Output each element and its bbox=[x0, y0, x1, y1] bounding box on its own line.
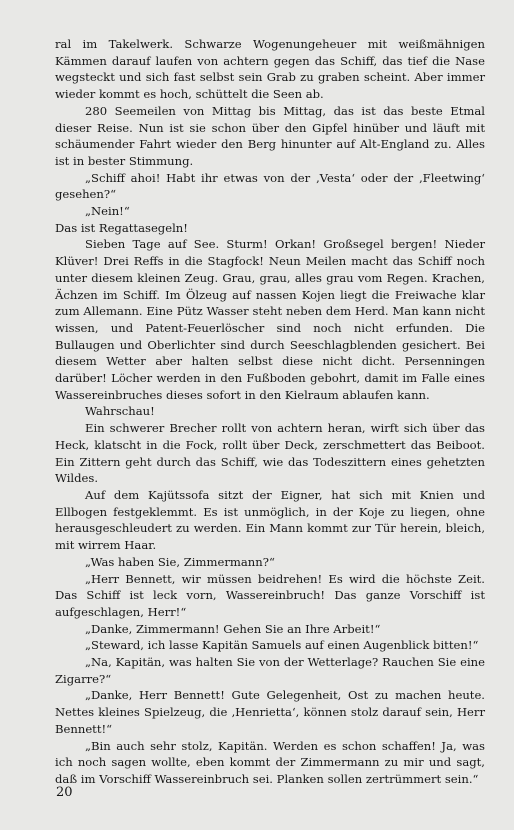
paragraph: Ein schwerer Brecher rollt von achtern heran, wirft sich über das Heck, klatscht in die Fock, rollt über Deck, zerschmettert das Beiboot. Ein Zittern geht durch das Schiff, wie das Todeszittern eines gehetzten Wildes. bbox=[55, 421, 485, 486]
paragraph: „Danke, Zimmermann! Gehen Sie an Ihre Arbeit!“ bbox=[85, 621, 381, 636]
body-text bbox=[55, 36, 485, 788]
paragraph: „Na, Kapitän, was halten Sie von der Wetterlage? Rauchen Sie eine Zigarre?“ bbox=[55, 655, 485, 686]
paragraph: „Bin auch sehr stolz, Kapitän. Werden es schon schaffen! Ja, was ich noch sagen wollte, eben kommt der Zimmermann zu mir und sagt, daß im Vorschiff Wassereinbruch sei. Planken sollen zertrümmert sein.“ bbox=[55, 738, 485, 786]
paragraph: „Was haben Sie, Zimmermann?“ bbox=[85, 554, 275, 569]
paragraph: ral im Takelwerk. Schwarze Wogenungeheuer mit weißmähnigen Kämmen darauf laufen von achtern gegen das Schiff, das tief die Nase wegsteckt und sich fast selbst sein Grab zu graben scheint. Aber immer wieder kommt es hoch, schüttelt die Seen ab. bbox=[55, 37, 485, 102]
paragraph: Wahrschau! bbox=[85, 404, 155, 419]
paragraph: „Herr Bennett, wir müssen beidrehen! Es wird die höchste Zeit. Das Schiff ist leck vorn, Wassereinbruch! Das ganze Vorschiff ist aufgeschlagen, Herr!“ bbox=[55, 571, 485, 619]
paragraph: „Danke, Herr Bennett! Gute Gelegenheit, Ost zu machen heute. Nettes kleines Spielzeug, die ‚Henrietta‘, können stolz darauf sein, Herr Bennett!“ bbox=[55, 688, 485, 736]
paragraph: „Steward, ich lasse Kapitän Samuels auf einen Augenblick bitten!“ bbox=[85, 638, 479, 653]
paragraph: 280 Seemeilen von Mittag bis Mittag, das ist das beste Etmal dieser Reise. Nun ist sie schon über den Gipfel hinüber und läuft mit schäumender Fahrt wieder den Berg hinunter auf Alt-England zu. Alles ist in bester Stimmung. bbox=[55, 103, 485, 168]
page-number: 20 bbox=[56, 785, 73, 800]
paragraph: Auf dem Kajütssofa sitzt der Eigner, hat sich mit Knien und Ellbogen festgeklemmt. Es ist unmöglich, in der Koje zu liegen, ohne herausgeschleudert zu werden. Ein Mann kommt zur Tür herein, bleich, mit wirrem Haar. bbox=[55, 487, 485, 553]
paragraph: „Nein!“ bbox=[85, 204, 130, 219]
paragraph: „Schiff ahoi! Habt ihr etwas von der ‚Vesta‘ oder der ‚Fleetwing‘ gesehen?“ bbox=[55, 170, 485, 202]
paragraph: Das ist Regattasegeln! bbox=[55, 220, 188, 235]
paragraph: Sieben Tage auf See. Sturm! Orkan! Großsegel bergen! Nieder Klüver! Drei Reffs in die Stagfock! Neun Meilen macht das Schiff noch unter diesem kleinen Zeug. Grau, grau, alles grau vom Regen. Krachen, Ächzen im Schiff. Im Ölzeug auf nassen Kojen liegt die Freiwache klar zum Allemann. Eine Pütz Wasser steht neben dem Herd. Man kann nicht wissen, und Patent-Feuerlöscher sind noch nicht erfunden. Die Bullaugen und Oberlichter sind durch Seeschlagblenden gesichert. Bei diesem Wetter aber halten selbst diese nicht dicht. Persenningen darüber! Löcher werden in den Fußboden gebohrt, damit im Falle eines Wassereinbruches dieses sofort in den Kielraum ablaufen kann. bbox=[55, 237, 485, 402]
